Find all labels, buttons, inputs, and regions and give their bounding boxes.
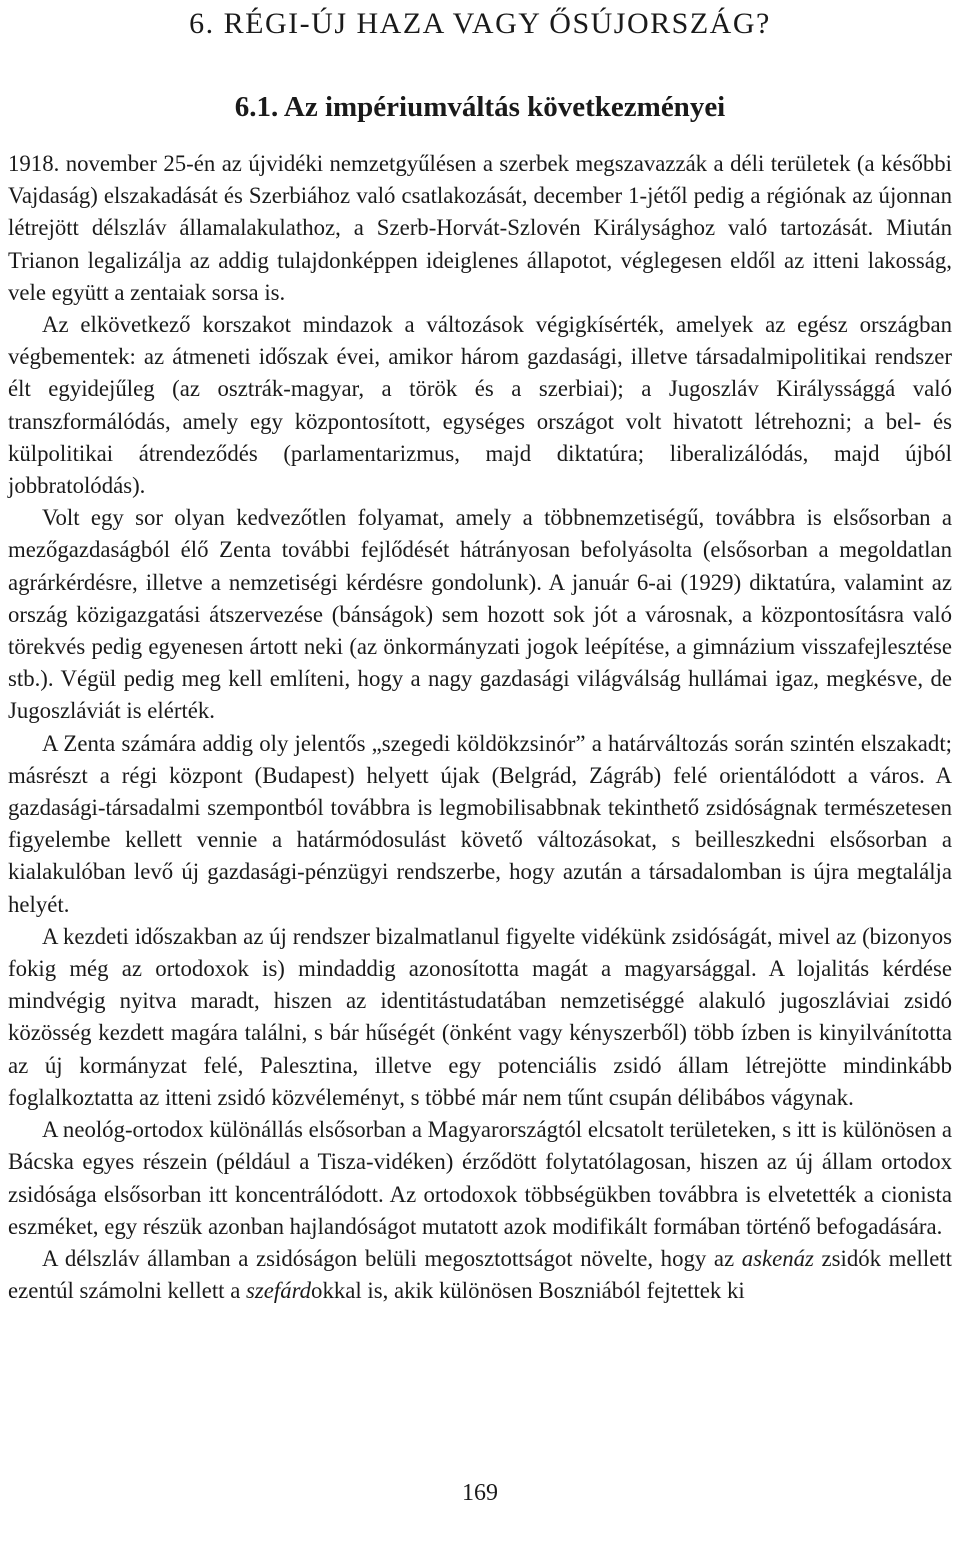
italic-term-szefard: szefárd <box>246 1278 312 1304</box>
section-title: 6.1. Az impériumváltás következményei <box>234 91 726 123</box>
paragraph <box>8 1114 952 1243</box>
paragraph <box>8 309 952 502</box>
paragraph-text: A neológ-ortodox különállás elsősorban a Magyarországtól elcsatolt területeken, s itt is különösen a Bácska egyes részein (például a Tisza-vidéken) érződött folytatólagosan, hiszen az új állam ortodox zsidósága elsősorban itt koncentrálódott. Az ortodoxok többségükben továbbra is elvetették a cionista eszméket, egy részük azonban hajlandóságot mutatott azok modifikált formában történő befogadására. <box>8 1117 952 1239</box>
paragraph <box>8 502 952 727</box>
paragraph-text: Az elkövetkező korszakot mindazok a változások végigkísérték, amelyek az egész országban végbementek: az átmeneti időszak évei, amikor három gazdasági, illetve társadalmipolitikai rendszer élt egyidejűleg (az osztrák-magyar, a török és a szerbiai); a Jugoszláv Királyssággá való transzformálódás, amely egy központosított, egységes országot volt hivatott létrehozni; a bel- és külpolitikai átrendeződés (parlamentarizmus, majd diktatúra; liberalizálódás, majd újból jobbratolódás). <box>8 312 952 499</box>
paragraph <box>8 921 952 1114</box>
paragraph <box>8 728 952 921</box>
paragraph-text: A délszláv államban a zsidóságon belüli megosztottságot növelte, hogy az <box>42 1245 742 1271</box>
paragraph-text: 1918. november 25-én az újvidéki nemzetgyűlésen a szerbek megszavazzák a déli területek (a későbbi Vajdaság) elszakadását és Szerbiához való csatlakozását, december 1-jétől pedig a régiónak az újonnan létrejött délszláv államalakulathoz, a Szerb-Horvát-Szlovén Királysághoz való tartozását. Miután Trianon legalizálja az addig tulajdonképpen ideiglenes állapotot, véglegesen eldől az itteni lakosság, vele együtt a zentaiak sorsa is. <box>8 151 952 305</box>
page-number: 169 <box>462 1480 498 1506</box>
body-text <box>8 148 952 1307</box>
italic-term-askenaz: askenáz <box>741 1245 814 1271</box>
paragraph-text: okkal is, akik különösen Boszniából fejtettek ki <box>311 1278 745 1304</box>
paragraph-text: A kezdeti időszakban az új rendszer bizalmatlanul figyelte vidékünk zsidóságát, mivel az (bizonyos fokig még az ortodoxok is) mindaddig azonosította magát a magyarsággal. A lojalitás kérdése mindvégig nyitva maradt, hiszen az identitástudatában nemzetiséggé alakuló jugoszláviai zsidó közösség kezdett magára találni, s bár hűségét (önként vagy kényszerből) több ízben is kinyilvánította az új kormányzat felé, Palesztina, illetve egy potenciális zsidó állam létrejötte mindinkább foglalkoztatta az itteni zsidó közvéleményt, s többé már nem tűnt csupán délibábos vágynak. <box>8 923 952 1110</box>
chapter-title: 6. RÉGI-ÚJ HAZA VAGY ŐSÚJORSZÁG? <box>189 7 771 40</box>
paragraph <box>8 1243 952 1307</box>
paragraph-text: Volt egy sor olyan kedvezőtlen folyamat, amely a többnemzetiségű, továbbra is elsősorban a mezőgazdaságból élő Zenta további fejlődését hátrányosan befolyásolta (elsősorban a megoldatlan agrárkérdésre, illetve a nemzetiségi kérdésre gondolunk). A január 6-ai (1929) diktatúra, valamint az ország közigazgatási átszervezése (bánságok) sem hozott sok jót a városnak, a központosításra való törekvés pedig egyenesen ártott neki (az önkormányzati jogok leépítése, a gimnázium visszafejlesztése stb.). Végül pedig meg kell említeni, hogy a nagy gazdasági világválság hullámai igaz, megkésve, de Jugoszláviát is elérték. <box>8 505 952 724</box>
document-page <box>8 0 952 1307</box>
paragraph-text: A Zenta számára addig oly jelentős „szegedi köldökzsinór” a határváltozás során szintén elszakadt; másrészt a régi központ (Budapest) helyett újak (Belgrád, Zágráb) felé orientálódott a város. A gazdasági-társadalmi szempontból továbbra is legmobilisabbnak tekinthető zsidóságnak természetesen figyelembe kellett vennie a határmódosulást követő változásokat, s beilleszkedni elsősorban a kialakulóban levő új gazdasági-pénzügyi rendszerbe, hogy azután a társadalomban is újra megtalálja helyét. <box>8 730 952 917</box>
paragraph-text: zsidók mellett ezentúl számolni kellett a <box>8 1245 952 1304</box>
paragraph <box>8 148 952 309</box>
